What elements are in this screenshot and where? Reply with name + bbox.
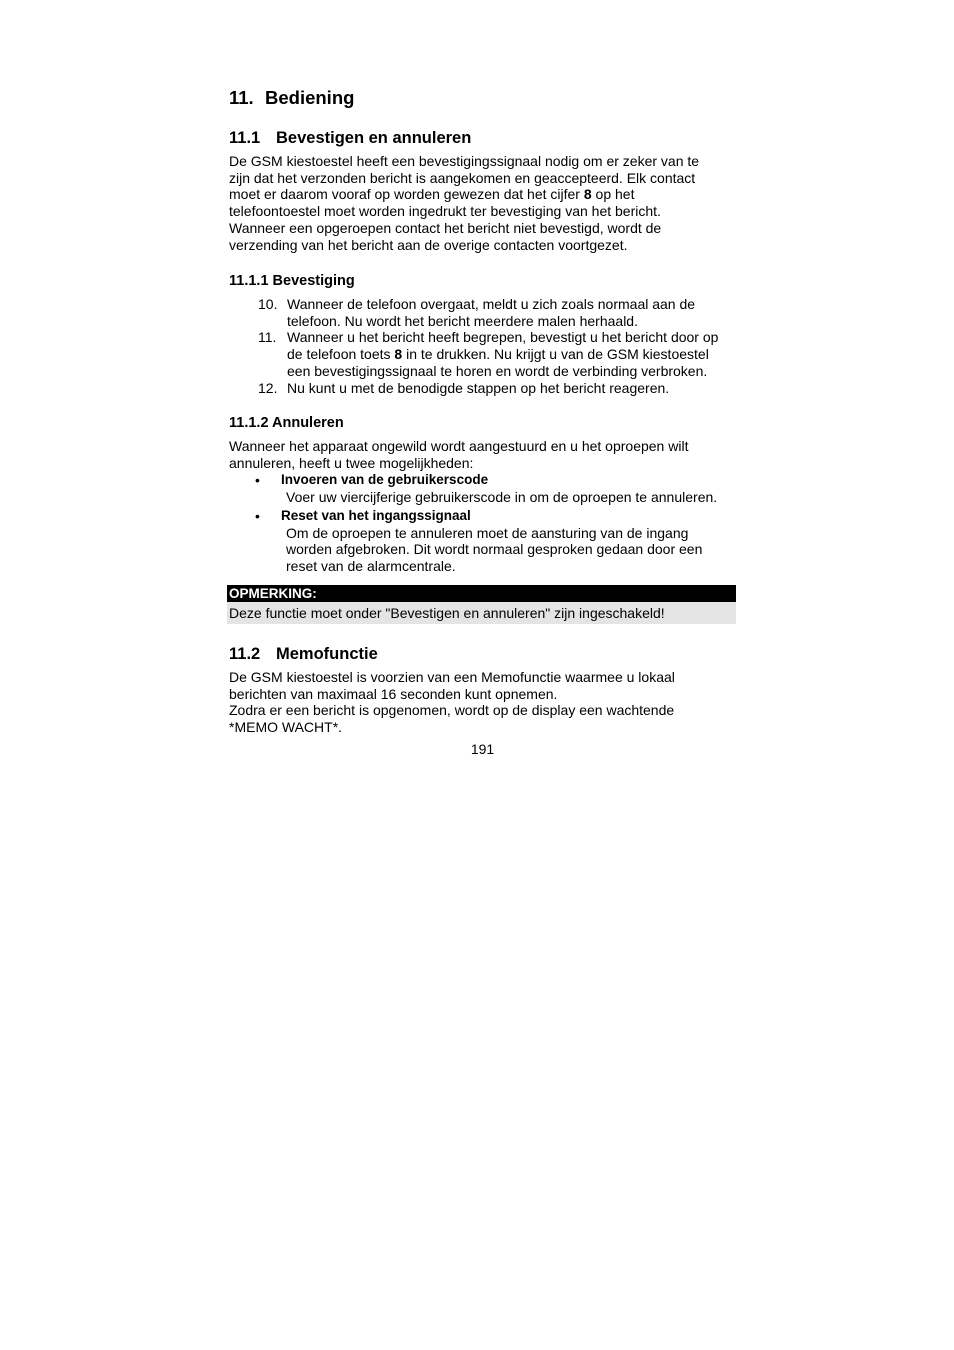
text-line	[229, 186, 736, 203]
note-label: OPMERKING:	[227, 585, 736, 602]
list-term: Reset van het ingangssignaal	[281, 507, 471, 523]
text-line: Voer uw viercijferige gebruikerscode in om de oproepen te annuleren.	[286, 488, 718, 505]
section-number: 11.1	[229, 129, 261, 147]
numbered-list	[229, 296, 736, 396]
text-line	[287, 346, 736, 363]
text-line: annuleren, heeft u twee mogelijkheden:	[229, 454, 474, 471]
subsection-heading-annuleren: 11.1.2 Annuleren	[229, 415, 344, 431]
list-item	[229, 296, 736, 329]
text-line: Wanneer de telefoon overgaat, meldt u zich zoals normaal aan de	[287, 296, 696, 312]
chapter-title: Bediening	[265, 87, 355, 108]
list-item	[229, 329, 736, 379]
text-line: Om de oproepen te annuleren moet de aansturing van de ingang	[286, 524, 689, 541]
chapter-number: 11.	[229, 87, 254, 108]
subsection-heading-bevestiging: 11.1.1 Bevestiging	[229, 273, 355, 289]
text-line: Wanneer het apparaat ongewild wordt aangestuurd en u het oproepen wilt	[229, 438, 689, 454]
paragraph-confirmation-intro	[229, 153, 736, 253]
text-run: in te drukken. Nu krijgt u van de GSM kiestoestel	[402, 346, 709, 363]
paragraph-cancel-intro	[229, 438, 736, 471]
section-title: Bevestigen en annuleren	[276, 129, 472, 147]
list-item	[229, 380, 736, 397]
text-line: De GSM kiestoestel is voorzien van een Memofunctie waarmee u lokaal	[229, 669, 675, 685]
text-line: berichten van maximaal 16 seconden kunt opnemen.	[229, 685, 558, 702]
text-line: Wanneer een opgeroepen contact het bericht niet bevestigd, wordt de	[229, 219, 662, 236]
text-line: zijn dat het verzonden bericht is aangekomen en geaccepteerd. Elk contact	[229, 169, 696, 186]
list-marker: 11.	[258, 329, 277, 346]
text-line: telefoontoestel moet worden ingedrukt ter bevestiging van het bericht.	[229, 203, 661, 220]
bold-digit: 8	[583, 186, 592, 203]
note-text: Deze functie moet onder "Bevestigen en annuleren" zijn ingeschakeld!	[227, 602, 736, 624]
list-item	[229, 508, 736, 575]
chapter-heading	[229, 87, 354, 109]
section-number: 11.2	[229, 645, 261, 663]
bullet-list	[229, 472, 736, 577]
paragraph-memo	[229, 669, 736, 736]
list-description	[281, 489, 736, 506]
text-line: verzending van het bericht aan de overige contacten voortgezet.	[229, 236, 628, 253]
section-title: Memofunctie	[276, 645, 378, 663]
page-number: 191	[470, 741, 495, 757]
text-line: Nu kunt u met de benodigde stappen op het bericht reageren.	[287, 379, 670, 396]
bullet-marker: •	[255, 507, 260, 524]
text-run: op het	[591, 186, 635, 203]
section-heading-11-2	[229, 645, 378, 664]
section-heading-11-1	[229, 129, 471, 148]
text-line: Wanneer u het bericht heeft begrepen, bevestigt u het bericht door op	[287, 329, 719, 346]
text-line: Zodra er een bericht is opgenomen, wordt op de display een wachtende	[229, 702, 675, 719]
list-item	[229, 472, 736, 505]
list-marker: 10.	[258, 296, 278, 312]
text-line: reset van de alarmcentrale.	[286, 558, 456, 575]
note-box	[227, 585, 736, 624]
text-run: de telefoon toets	[287, 346, 395, 363]
list-description	[281, 525, 736, 575]
text-run: moet er daarom vooraf op worden gewezen dat het cijfer	[229, 186, 584, 203]
text-line: *MEMO WACHT*.	[229, 719, 343, 736]
list-term: Invoeren van de gebruikerscode	[281, 472, 489, 487]
bold-digit: 8	[394, 346, 403, 363]
list-marker: 12.	[258, 379, 278, 396]
bullet-marker: •	[255, 472, 260, 488]
text-line: worden afgebroken. Dit wordt normaal gesproken gedaan door een	[286, 541, 703, 558]
text-line: De GSM kiestoestel heeft een bevestigingssignaal nodig om er zeker van te	[229, 153, 700, 169]
text-line: een bevestigingssignaal te horen en wordt de verbinding verbroken.	[287, 362, 708, 379]
text-line: telefoon. Nu wordt het bericht meerdere malen herhaald.	[287, 312, 638, 329]
